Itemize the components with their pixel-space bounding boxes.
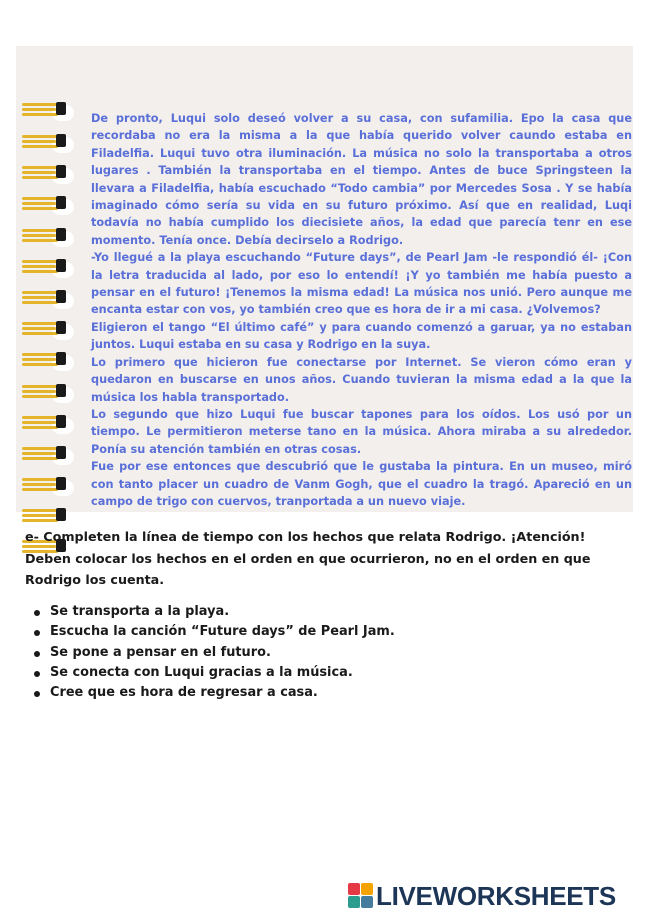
list-item [30,663,395,683]
story-paragraph: Lo segundo que hizo Luqui fue buscar tapones para los oídos. Los usó por un tiempo. Le permitieron meterse tano en la música. Ahora miraba a su alrededor. Ponía su atención también en otras cosas. [91,407,632,456]
list-item [30,622,395,642]
list-item [30,643,395,663]
story-paragraph: -Yo llegué a la playa escuchando “Future days”, de Pearl Jam -le respondió él- ¡Con la letra traducida al lado, por eso lo entendí! ¡Y yo también me había puesto a pensar en el futuro! ¡Tenemos la misma edad! La música nos unió. Pero aunque me encanta estar con vos, yo también creo que es hora de ir a mi casa. ¿Volvemos? [91,251,632,317]
spiral-ring-icon [22,100,72,120]
story-paragraph: Eligieron el tango “El último café” y para cuando comenzó a garuar, ya no estaban juntos. Luqui estaba en su casa y Rodrigo en la suya. [91,320,632,352]
spiral-ring-icon [22,382,72,402]
bullet-icon [34,610,40,616]
event-text: Cree que es hora de regresar a casa. [50,685,318,701]
spiral-ring-icon [22,163,72,183]
logo-mark-icon [348,883,374,909]
instructions-text: e- Completen la línea de tiempo con los hechos que relata Rodrigo. ¡Atención! Deben colocar los hechos en el orden en que ocurrieron, no en el orden en que Rodrigo los cuenta. [25,529,591,587]
bullet-icon [34,651,40,657]
event-list [30,602,395,703]
activity-instructions [25,526,625,591]
spiral-ring-icon [22,288,72,308]
spiral-ring-icon [22,319,72,339]
story-text [91,110,632,510]
spiral-ring-icon [22,194,72,214]
bullet-icon [34,691,40,697]
spiral-ring-icon [22,257,72,277]
list-item [30,683,395,703]
bullet-icon [34,671,40,677]
spiral-ring-icon [22,132,72,152]
spiral-ring-icon [22,475,72,495]
spiral-ring-icon [22,506,72,526]
event-text: Se transporta a la playa. [50,604,230,619]
bullet-icon [34,630,40,636]
notebook-page [16,46,633,512]
spiral-ring-icon [22,226,72,246]
list-item [30,602,395,622]
event-text: Se conecta con Luqui gracias a la música. [50,664,353,680]
story-paragraph: Fue por ese entonces que descubrió que le gustaba la pintura. En un museo, miró con tanto placer un cuadro de Vanm Gogh, que el cuadro la tragó. Apareció en un campo de trigo con cuervos, tranportada a un nuevo viaje. [91,460,632,508]
event-text: Escucha la canción “Future days” de Pearl Jam. [50,624,395,640]
logo-text: LIVEWORKSHEETS [376,881,616,911]
spiral-ring-icon [22,350,72,370]
story-paragraph: De pronto, Luqui solo deseó volver a su casa, con sufamilia. Epo la casa que recordaba no era la misma a la que había querido volver caundo estaba en Filadelfia. Luqui tuvo otra iluminación. La música no solo la transportaba a otros lugares . También la transportaba en el tiempo. Antes de buce Springsteen la llevara a Filadelfia, había escuchado “Todo cambia” por Mercedes Sosa . Y se había imaginado cómo sería su vida en su futuro próximo. Así que en realidad, Luqi todavía no había cumplido los diecisiete años, la edad que parecía tenr en ese momento. Tenía once. Debía decirselo a Rodrigo. [91,112,632,247]
story-paragraph: Lo primero que hicieron fue conectarse por Internet. Se vieron cómo eran y quedaron en buscarse en unos años. Cuando tuvieran la misma edad a la que la música los habla transportado. [91,355,632,404]
spiral-ring-icon [22,444,72,464]
event-text: Se pone a pensar en el futuro. [50,644,271,660]
spiral-ring-icon [22,413,72,433]
